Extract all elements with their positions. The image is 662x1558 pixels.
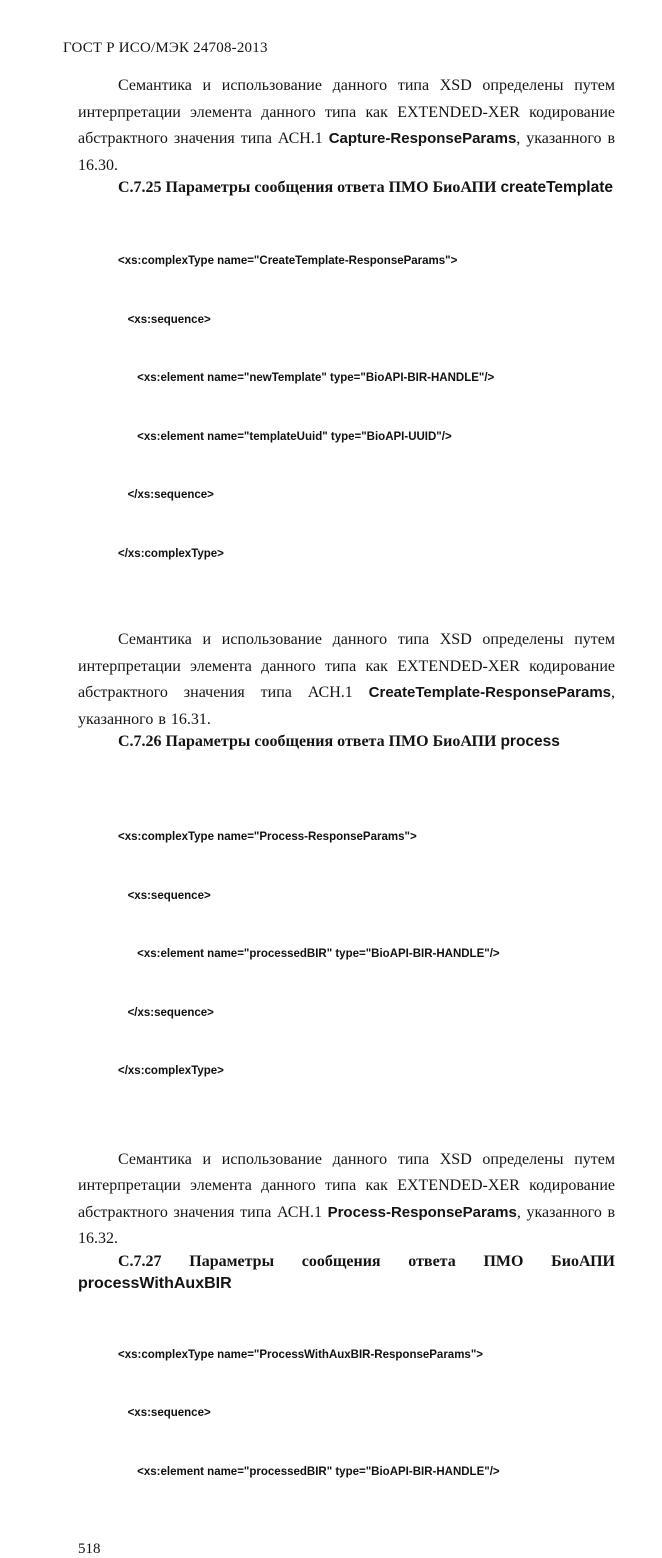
paragraph-semantics-capture	[78, 73, 615, 179]
paragraph-semantics-process	[78, 1147, 615, 1253]
heading-word: сообщения	[301, 1252, 381, 1270]
code-line: <xs:sequence>	[118, 889, 211, 902]
paragraph-lead-text: Семантика и использование данного типа XSD определены путем интерпретации элемента данного типа как EXTENDED-XER кодирование абстрактного значения типа АСН.1	[78, 631, 615, 701]
code-line: <xs:element name="newTemplate" type="BioAPI-BIR-HANDLE"/>	[118, 372, 495, 384]
code-line: <xs:element name="templateUuid" type="BioAPI-UUID"/>	[118, 430, 452, 443]
heading-word: ответа	[408, 1252, 456, 1270]
code-block-create-template	[118, 213, 615, 603]
code-line: <xs:complexType name="Process-ResponseParams">	[118, 831, 417, 843]
paragraph-semantics-create-template	[78, 627, 615, 733]
section-heading-c727-line1	[118, 1253, 615, 1271]
code-block-process	[118, 789, 615, 1121]
section-heading-method-name: processWithAuxBIR	[78, 1274, 232, 1292]
code-line: <xs:element name="processedBIR" type="BioAPI-BIR-HANDLE"/>	[118, 1465, 500, 1478]
code-line: </xs:complexType>	[118, 547, 224, 560]
heading-word: С.7.27	[118, 1252, 162, 1270]
code-line: <xs:element name="processedBIR" type="BioAPI-BIR-HANDLE"/>	[118, 948, 500, 960]
heading-word: Параметры	[189, 1252, 275, 1270]
section-heading-method-name: createTemplate	[500, 179, 614, 196]
section-heading-ru: С.7.25 Параметры сообщения ответа ПМО БиоАПИ	[118, 179, 501, 196]
section-heading-ru: С.7.26 Параметры сообщения ответа ПМО БиоАПИ	[118, 733, 501, 750]
code-line: </xs:complexType>	[118, 1065, 224, 1077]
paragraph-lead-text: Семантика и использование данного типа XSD определены путем интерпретации элемента данного типа как EXTENDED-XER кодирование абстрактного значения типа АСН.1	[78, 1150, 615, 1221]
asn1-type-name: CreateTemplate-ResponseParams	[368, 684, 611, 701]
page-number: 518	[78, 1541, 101, 1557]
code-line: </xs:sequence>	[118, 1006, 214, 1019]
code-line: <xs:complexType name="ProcessWithAuxBIR-ResponseParams">	[118, 1348, 483, 1361]
heading-word: БиоАПИ	[551, 1252, 615, 1270]
paragraph-tail-text: , указанного в 16.30.	[78, 130, 616, 174]
code-line: <xs:complexType name="CreateTemplate-ResponseParams">	[118, 255, 458, 267]
asn1-type-name: Capture-ResponseParams	[328, 130, 517, 147]
section-heading-method-name: process	[500, 733, 560, 750]
section-heading-c725	[78, 179, 615, 197]
heading-word: ПМО	[483, 1252, 524, 1270]
document-number-header: ГОСТ Р ИСО/МЭК 24708-2013	[63, 40, 268, 56]
asn1-type-name: Process-ResponseParams	[327, 1203, 517, 1221]
paragraph-tail-text: , указанного в 16.32.	[78, 1203, 616, 1247]
section-heading-c726	[78, 733, 615, 751]
code-line: </xs:sequence>	[118, 489, 214, 501]
code-block-process-with-aux-bir	[118, 1307, 615, 1522]
section-heading-c727	[78, 1253, 615, 1293]
paragraph-lead-text: Семантика и использование данного типа XSD определены путем интерпретации элемента данного типа как EXTENDED-XER кодирование абстрактного значения типа АСН.1	[78, 77, 615, 147]
code-line: <xs:sequence>	[118, 313, 211, 326]
paragraph-tail-text: , указанного в 16.31.	[78, 684, 615, 728]
code-line: <xs:sequence>	[118, 1407, 211, 1419]
